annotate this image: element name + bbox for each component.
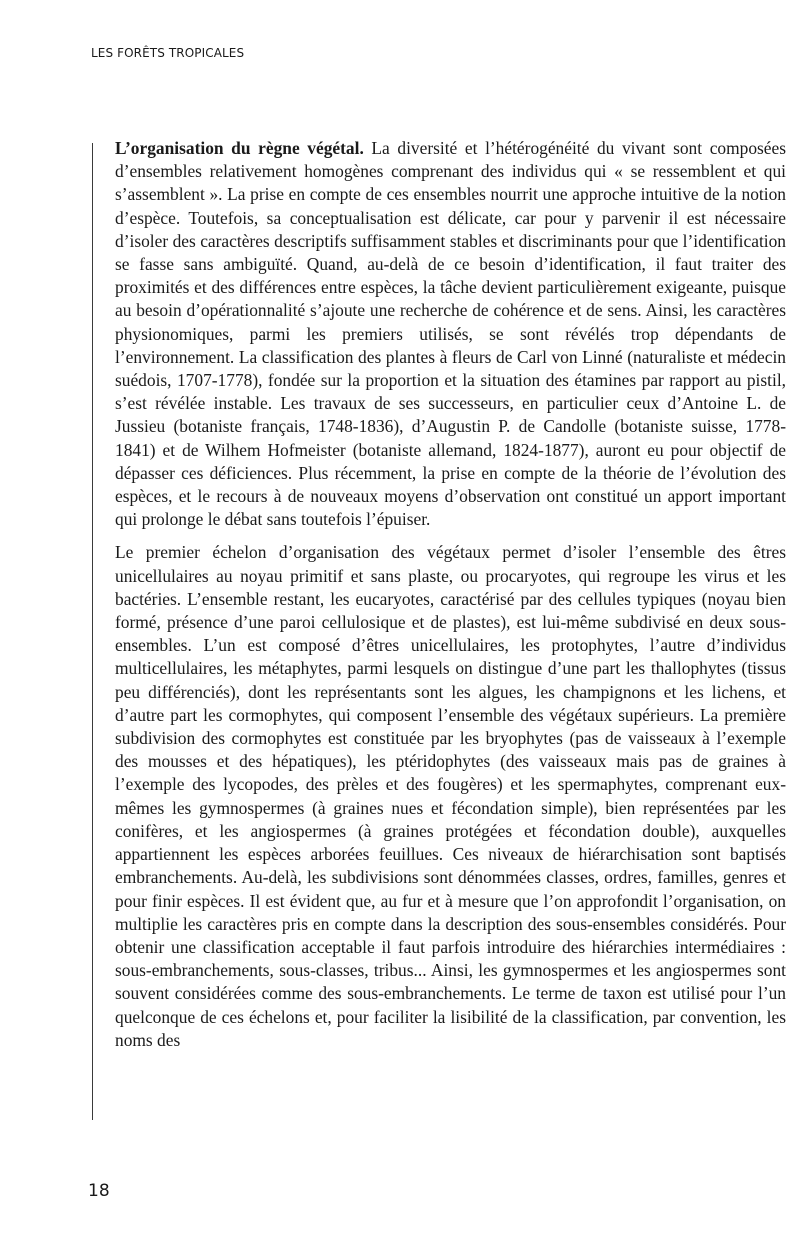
paragraph-lead-in: L’organisation du règne végétal. <box>115 138 364 158</box>
paragraph-text: La diversité et l’hétérogénéité du vivant sont composées d’ensembles relativement homogènes comprenant des individus qui « se ressemblent et qui s’assemblent ». La prise en compte de ces ensembles nourrit une approche intuitive de la notion d’espèce. Toutefois, sa conceptualisation est délicate, car pour y parvenir il est nécessaire d’isoler des caractères descriptifs suffisamment stables et discriminants pour que l’identification se fasse sans ambiguïté. Quand, au-delà de ce besoin d’identification, il faut traiter des proximités et des différences entre espèces, la tâche devient particulièrement exigeante, puisque au besoin d’opérationnalité s’ajoute une recherche de cohérence et de sens. Ainsi, les caractères physionomiques, parmi les premiers utilisés, se sont révélés trop dépendants de l’environnement. La classification des plantes à fleurs de Carl von Linné (naturaliste et médecin suédois, 1707-1778), fondée sur la proportion et la situation des étamines par rapport au pistil, s’est révélée instable. Les travaux de ses successeurs, en particulier ceux d’Antoine L. de Jussieu (botaniste français, 1748-1836), d’Augustin P. de Candolle (botaniste suisse, 1778-1841) et de Wilhem Hofmeister (botaniste allemand, 1824-1877), auront eu pour objectif de dépasser ces déficiences. Plus récemment, la prise en compte de la théorie de l’évolution des espèces, et le recours à de nouveaux moyens d’observation ont constitué un apport important qui prolonge le débat sans toutefois l’épuiser. <box>115 138 786 530</box>
paragraph-classification <box>115 541 786 1051</box>
paragraph-organisation <box>115 137 786 531</box>
body-text <box>115 137 786 1052</box>
running-head: LES FORÊTS TROPICALES <box>91 46 245 60</box>
margin-rule <box>92 143 93 1120</box>
page-number: 18 <box>88 1181 110 1201</box>
paragraph-text: Le premier échelon d’organisation des végétaux permet d’isoler l’ensemble des êtres unicellulaires au noyau primitif et sans plaste, ou procaryotes, qui regroupe les virus et les bactéries. L’ensemble restant, les eucaryotes, caractérisé par des cellules typiques (noyau bien formé, présence d’une paroi cellulosique et de plastes), est lui-même subdivisé en deux sous-ensembles. L’un est composé d’êtres unicellulaires, les protophytes, l’autre d’individus multicellulaires, les métaphytes, parmi lesquels on distingue d’une part les thallophytes (tissus peu différenciés), dont les représentants sont les algues, les champignons et les lichens, et d’autre part les cormophytes, qui composent l’ensemble des végétaux supérieurs. La première subdivision des cormophytes est constituée par les bryophytes (pas de vaisseaux à l’exemple des mousses et des hépatiques), les ptéridophytes (des vaisseaux mais pas de graines à l’exemple des lycopodes, des prèles et des fougères) et les spermaphytes, comprenant eux-mêmes les gymnospermes (à graines nues et fécondation simple), bien représentées par les conifères, et les angiospermes (à graines protégées et fécondation double), auxquelles appartiennent les espèces arborées feuillues. Ces niveaux de hiérarchisation sont baptisés embranchements. Au-delà, les subdivisions sont dénommées classes, ordres, familles, genres et pour finir espèces. Il est évident que, au fur et à mesure que l’on approfondit l’organisation, on multiplie les caractères pris en compte dans la description des sous-ensembles considérés. Pour obtenir une classification acceptable il faut parfois introduire des hiérarchies intermédiaires : sous-embranchements, sous-classes, tribus... Ainsi, les gymnospermes et les angiospermes sont souvent considérées comme des sous-embranchements. Le terme de taxon est utilisé pour l’un quelconque de ces échelons et, pour faciliter la lisibilité de la classification, par convention, les noms des <box>115 542 786 1050</box>
